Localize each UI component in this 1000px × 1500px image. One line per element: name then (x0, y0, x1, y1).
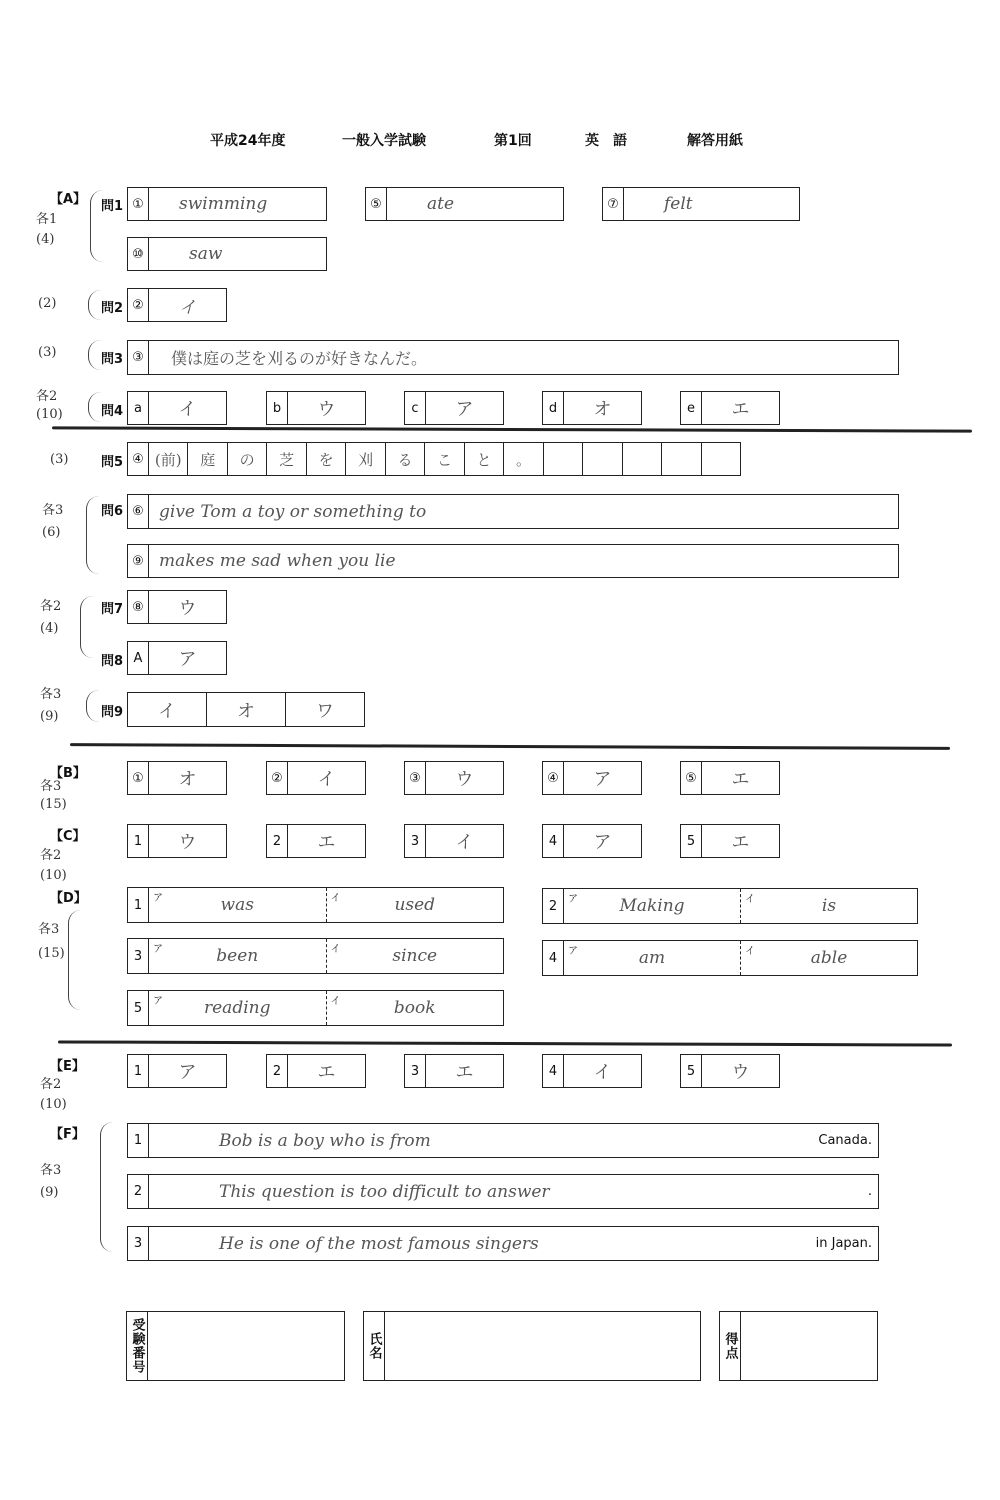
q5-cell: 刈 (346, 443, 385, 475)
answer-text: エ (455, 1062, 474, 1083)
answer-box-d-2[interactable] (542, 888, 918, 924)
box-number: a (128, 392, 149, 424)
answer-box-b-5[interactable] (680, 761, 780, 795)
answer-text: イ (178, 399, 197, 420)
answer-box-q4-a[interactable] (127, 391, 227, 425)
box-number: ⑤ (681, 762, 702, 794)
sentence-ending: . (867, 1184, 872, 1199)
answer-text: book (393, 998, 436, 1018)
answer-text: am (638, 948, 666, 968)
score-note-q9: 各3 (9) (40, 687, 62, 724)
answer-text: ア (593, 769, 612, 790)
box-number: d (543, 392, 564, 424)
box-number: 4 (543, 1055, 564, 1087)
box-number: 5 (128, 991, 149, 1025)
score-note-q2: (2) (38, 296, 57, 311)
q5-cell (544, 443, 583, 475)
answer-text: イ (593, 1062, 612, 1083)
box-number: 2 (267, 825, 288, 857)
answer-text: 僕は庭の芝を刈るのが好きなんだ。 (171, 349, 428, 368)
q3-label: 問3 (101, 352, 124, 367)
name-label: 氏名 (364, 1312, 385, 1380)
answer-box-d-4[interactable] (542, 940, 918, 976)
box-number: e (681, 392, 702, 424)
kana-marker: イ (745, 946, 755, 957)
bracket-d (68, 910, 81, 1010)
box-number: 4 (543, 825, 564, 857)
box-number: ⑩ (128, 238, 149, 270)
answer-text: give Tom a toy or something to (159, 501, 427, 522)
answer-box-e-2[interactable] (266, 1054, 366, 1088)
q5-cell: 。 (504, 443, 543, 475)
bracket-q6 (86, 496, 99, 574)
sentence-ending: Canada. (818, 1133, 872, 1148)
answer-text: ウ (455, 769, 474, 790)
box-number: 3 (128, 939, 149, 973)
box-number: 3 (405, 825, 426, 857)
answer-text: イ (317, 769, 336, 790)
header-year: 平成24年度 (210, 133, 286, 149)
bracket-q9 (86, 690, 99, 722)
score-input[interactable] (741, 1312, 877, 1380)
answer-text: swimming (179, 194, 268, 214)
q5-cell: (前) (149, 443, 188, 475)
q5-cell: 芝 (267, 443, 306, 475)
exam-number-input[interactable] (148, 1312, 344, 1380)
score-note-e: 各2 (10) (40, 1077, 67, 1112)
answer-box-d-5[interactable] (127, 990, 504, 1026)
q5-label: 問5 (101, 455, 124, 470)
answer-sentence: He is one of the most famous singers (219, 1233, 539, 1254)
box-number: ① (128, 762, 149, 794)
box-number: ③ (405, 762, 426, 794)
kana-marker: ア (153, 893, 163, 904)
answer-text: ウ (178, 598, 197, 619)
answer-text (149, 1175, 878, 1208)
box-number: ② (267, 762, 288, 794)
q9-cell: イ (128, 693, 207, 726)
answer-text: ウ (731, 1062, 750, 1083)
q8-label: 問8 (101, 654, 124, 669)
box-number: 4 (543, 941, 564, 975)
section-a-label: 【A】 (50, 192, 87, 207)
answer-text: イ (179, 297, 196, 318)
score-note-q7: 各2 (4) (40, 599, 62, 636)
box-number: 1 (128, 825, 149, 857)
bracket-q3 (88, 340, 101, 370)
answer-text: エ (731, 769, 750, 790)
box-number: 3 (405, 1055, 426, 1087)
answer-text: is (821, 896, 837, 916)
answer-text: Making (619, 896, 685, 916)
name-input[interactable] (385, 1312, 700, 1380)
score-note-q3: (3) (38, 345, 57, 360)
q9-cell: ワ (316, 700, 334, 722)
answer-box-c-2[interactable] (266, 824, 366, 858)
section-c-label: 【C】 (50, 829, 86, 844)
answer-box-q3[interactable] (127, 340, 899, 375)
d-answer-half (564, 941, 741, 975)
bracket-q4 (88, 392, 101, 422)
header-exam: 一般入学試験 (342, 133, 426, 149)
score-note-q6: 各3 (6) (42, 503, 64, 540)
section-b-label: 【B】 (50, 766, 86, 781)
d-answer-half (149, 888, 327, 922)
q9-cell: オ (207, 693, 286, 726)
box-number: ④ (128, 443, 149, 475)
kana-marker: ア (153, 944, 163, 955)
answer-sentence: Bob is a boy who is from (219, 1130, 431, 1151)
answer-box-d-1[interactable] (127, 887, 504, 923)
q5-cell: を (307, 443, 346, 475)
hand-divider-3 (58, 1040, 952, 1046)
answer-text: was (220, 895, 254, 915)
answer-text: ウ (317, 399, 336, 420)
answer-box-q1-7[interactable] (602, 187, 800, 221)
answer-text: エ (317, 832, 336, 853)
answer-box-e-4[interactable] (542, 1054, 642, 1088)
score-note-q4: 各2 (10) (36, 389, 63, 422)
box-number: ③ (128, 341, 149, 374)
answer-box-e-1[interactable] (127, 1054, 227, 1088)
answer-box-c-5[interactable] (680, 824, 780, 858)
hand-divider-2 (70, 743, 950, 750)
q5-cell: こ (425, 443, 464, 475)
answer-box-b-3[interactable] (404, 761, 504, 795)
answer-text: felt (664, 194, 693, 214)
answer-box-b-4[interactable] (542, 761, 642, 795)
box-number: 2 (128, 1175, 149, 1208)
answer-box-q4-c[interactable] (404, 391, 504, 425)
answer-box-d-3[interactable] (127, 938, 504, 974)
answer-text: used (394, 895, 436, 915)
box-number: 2 (267, 1055, 288, 1087)
q4-label: 問4 (101, 404, 124, 419)
q5-cell (662, 443, 701, 475)
answer-text: イ (455, 832, 474, 853)
answer-box-b-2[interactable] (266, 761, 366, 795)
kana-marker: イ (330, 944, 341, 955)
answer-box-q4-b[interactable] (266, 391, 366, 425)
section-e-label: 【E】 (50, 1059, 85, 1074)
answer-text: エ (731, 832, 750, 853)
q5-cell: と (465, 443, 504, 475)
box-number: A (128, 642, 149, 674)
answer-box-q4-e[interactable] (680, 391, 780, 425)
d-answer-half (741, 889, 917, 923)
q5-cell (583, 443, 622, 475)
bracket-q7 (80, 596, 93, 658)
answer-grid-q9[interactable] (127, 692, 365, 727)
header-sheet: 解答用紙 (687, 133, 743, 149)
answer-box-q1-10[interactable] (127, 237, 327, 271)
box-number: 3 (128, 1227, 149, 1260)
answer-box-q1-1[interactable] (127, 187, 327, 221)
answer-text: since (392, 946, 438, 966)
answer-text: saw (189, 244, 223, 264)
box-number: ② (128, 289, 149, 321)
box-number: 2 (543, 889, 564, 923)
answer-text: ア (178, 649, 197, 670)
d-answer-half (327, 888, 504, 922)
answer-text (149, 1124, 878, 1157)
answer-box-e-3[interactable] (404, 1054, 504, 1088)
q5-cell: の (228, 443, 267, 475)
box-number: ⑦ (603, 188, 624, 220)
score-field[interactable] (719, 1311, 878, 1381)
answer-text: エ (731, 399, 750, 420)
answer-box-c-1[interactable] (127, 824, 227, 858)
q9-label: 問9 (101, 705, 124, 720)
answer-text: ウ (178, 832, 197, 853)
box-number: ⑨ (128, 545, 149, 577)
answer-text: makes me sad when you lie (159, 551, 396, 571)
hand-divider-1 (52, 426, 972, 432)
kana-marker: イ (330, 893, 341, 904)
score-note-q1: 各1 (4) (36, 212, 58, 247)
section-f-label: 【F】 (50, 1127, 85, 1142)
box-number: 1 (128, 1124, 149, 1157)
bracket-f (100, 1122, 113, 1252)
answer-box-q6-9[interactable] (127, 544, 899, 578)
answer-box-e-5[interactable] (680, 1054, 780, 1088)
box-number: 1 (128, 888, 149, 922)
q7-label: 問7 (101, 602, 124, 617)
answer-box-f-3[interactable] (127, 1226, 879, 1261)
answer-box-q7[interactable] (127, 590, 227, 624)
answer-text: able (810, 948, 848, 968)
answer-box-q6[interactable] (127, 494, 899, 529)
answer-text: been (216, 946, 259, 966)
score-note-d: 各3 (15) (38, 922, 65, 961)
answer-text: ア (593, 832, 612, 853)
box-number: 5 (681, 1055, 702, 1087)
q5-cell (623, 443, 662, 475)
kana-marker: イ (330, 996, 341, 1007)
q6-label: 問6 (101, 504, 124, 519)
answer-sentence: This question is too difficult to answer (219, 1181, 550, 1202)
d-answer-half (564, 889, 741, 923)
answer-text: ア (455, 399, 474, 420)
box-number: ① (128, 188, 149, 220)
kana-marker: ア (568, 894, 578, 905)
header-round: 第1回 (494, 133, 532, 149)
q1-label: 問1 (101, 199, 124, 214)
answer-text: reading (204, 998, 271, 1018)
d-answer-half (149, 939, 327, 973)
kana-marker: イ (745, 894, 755, 905)
answer-text: エ (317, 1062, 336, 1083)
q5-cells (149, 443, 740, 475)
score-label: 得点 (720, 1312, 741, 1380)
answer-text: ate (427, 194, 455, 214)
sentence-ending: in Japan. (815, 1236, 872, 1251)
answer-box-q4-d[interactable] (542, 391, 642, 425)
score-note-f: 各3 (9) (40, 1163, 62, 1200)
exam-number-field[interactable] (126, 1311, 345, 1381)
box-number: ⑧ (128, 591, 149, 623)
q5-cell: る (386, 443, 425, 475)
answer-grid-q5[interactable] (127, 442, 741, 476)
kana-marker: ア (153, 996, 163, 1007)
answer-text: オ (178, 769, 197, 790)
q2-label: 問2 (101, 301, 124, 316)
box-number: ④ (543, 762, 564, 794)
box-number: b (267, 392, 288, 424)
d-answer-half (149, 991, 327, 1025)
bracket-q2 (88, 290, 101, 320)
d-answer-half (327, 991, 504, 1025)
q5-cell (702, 443, 740, 475)
box-number: 5 (681, 825, 702, 857)
answer-box-q1-5[interactable] (365, 187, 564, 221)
q5-cell: 庭 (188, 443, 227, 475)
answer-box-q2[interactable] (127, 288, 227, 322)
d-answer-half (327, 939, 504, 973)
box-number: c (405, 392, 426, 424)
section-d-label: 【D】 (50, 891, 87, 906)
kana-marker: ア (568, 946, 578, 957)
exam-number-label: 受験番号 (127, 1312, 148, 1380)
answer-text: ア (178, 1062, 197, 1083)
answer-text (149, 1227, 878, 1260)
box-number: ⑥ (128, 495, 149, 528)
answer-box-f-2[interactable] (127, 1174, 879, 1209)
name-field[interactable] (363, 1311, 701, 1381)
d-answer-half (741, 941, 917, 975)
box-number: 1 (128, 1055, 149, 1087)
score-note-b: 各3 (15) (40, 779, 67, 812)
score-note-q5: (3) (50, 452, 69, 467)
answer-box-f-1[interactable] (127, 1123, 879, 1158)
header-subject: 英 語 (585, 133, 627, 149)
answer-box-b-1[interactable] (127, 761, 227, 795)
score-note-c: 各2 (10) (40, 848, 67, 883)
answer-text: オ (593, 399, 612, 420)
answer-box-c-3[interactable] (404, 824, 504, 858)
box-number: ⑤ (366, 188, 387, 220)
answer-box-q8[interactable] (127, 641, 227, 675)
answer-box-c-4[interactable] (542, 824, 642, 858)
